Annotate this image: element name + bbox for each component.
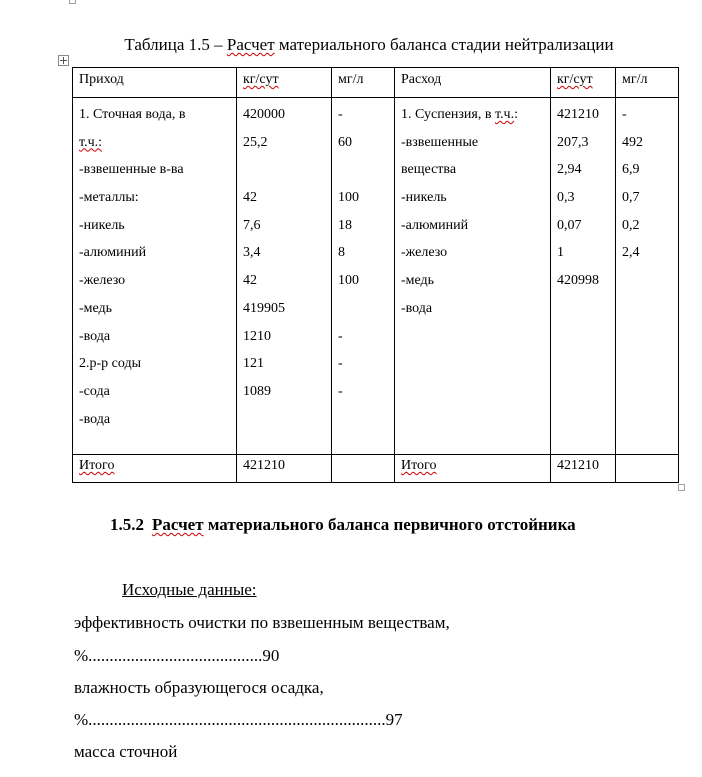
outcome-item (401, 101, 544, 129)
body-line: масса сточной (74, 742, 178, 761)
income-mg-value: 100 (338, 273, 359, 289)
income-kg-value: 121 (243, 356, 264, 372)
income-item: -железо (79, 273, 126, 289)
outcome-item: -медь (401, 273, 435, 289)
income-item: 1. Сточная вода, в (79, 107, 186, 122)
body-line: %.........................................90 (74, 646, 280, 665)
outcome-kg-cell (551, 98, 616, 455)
table-move-handle-icon[interactable] (58, 55, 69, 66)
header-income: Приход (73, 68, 237, 98)
header-outcome-mg: мг/л (616, 68, 679, 98)
income-item: -вода (79, 411, 111, 427)
income-kg-value: 7,6 (243, 217, 261, 233)
outcome-item: -взвешенные (401, 134, 479, 150)
outcome-kg-value: 2,94 (557, 162, 582, 178)
income-kg-value: 420000 (243, 107, 285, 122)
table-body-row (73, 98, 679, 455)
income-mg-value: - (338, 383, 343, 399)
header-outcome-kg (551, 68, 616, 98)
income-kg-value: 419905 (243, 300, 285, 316)
income-item: -никель (79, 217, 125, 233)
income-item (79, 129, 230, 157)
section-heading (110, 515, 576, 535)
income-item: -алюминий (79, 245, 147, 261)
income-item: -сода (79, 383, 110, 399)
section-title-rest: материального баланса первичного отстойника (203, 515, 576, 534)
total-outcome-kg: 421210 (551, 455, 616, 483)
section-title-wavy: Расчет (152, 515, 204, 534)
income-items-cell (73, 98, 237, 455)
total-income-mg (332, 455, 395, 483)
total-income-label: Итого (79, 458, 115, 473)
outcome-item-suffix: : (514, 107, 518, 122)
outcome-mg-value: 2,4 (622, 245, 640, 261)
total-outcome-mg (616, 455, 679, 483)
table-resize-handle[interactable] (678, 484, 685, 491)
income-kg-value: 42 (243, 273, 257, 289)
income-kg-value: 3,4 (243, 245, 261, 261)
outcome-item-prefix: 1. Суспензия, в (401, 107, 495, 122)
header-outcome-kg-text: кг/сут (557, 72, 593, 87)
outcome-mg-value: 6,9 (622, 162, 640, 178)
income-mg-spacer (338, 156, 388, 184)
income-kg-spacer (243, 156, 325, 184)
table-header-row (73, 68, 679, 98)
outcome-kg-value: 0,07 (557, 217, 582, 233)
outcome-item: -вода (401, 300, 433, 316)
top-resize-handle[interactable] (69, 0, 76, 4)
outcome-kg-value: 207,3 (557, 134, 589, 150)
section-number: 1.5.2 (110, 515, 144, 534)
outcome-mg-value: 492 (622, 134, 643, 150)
income-mg-value: 100 (338, 190, 359, 206)
total-outcome-label-cell (395, 455, 551, 483)
income-kg-value: 25,2 (243, 134, 268, 150)
caption-wavy-word: Расчет (226, 35, 275, 54)
outcome-mg-value: - (622, 107, 627, 122)
material-balance-table (72, 67, 679, 483)
income-item: -взвешенные в-ва (79, 162, 184, 178)
caption-rest: материального баланса стадии нейтрализации (274, 35, 614, 54)
outcome-kg-value: 420998 (557, 273, 599, 289)
income-mg-value: 8 (338, 245, 345, 261)
income-mg-value: 18 (338, 217, 352, 233)
outcome-mg-value: 0,7 (622, 190, 640, 206)
outcome-item: -никель (401, 190, 447, 206)
table-caption (0, 35, 702, 55)
income-mg-value: - (338, 356, 343, 372)
income-item: 2.р-р соды (79, 356, 142, 372)
outcome-item: вещества (401, 162, 457, 178)
income-mg-spacer (338, 295, 388, 323)
total-income-kg: 421210 (237, 455, 332, 483)
header-income-kg (237, 68, 332, 98)
header-outcome: Расход (395, 68, 551, 98)
income-mg-value: 60 (338, 134, 352, 150)
body-line: эффективность очистки по взвешенным веществам, (74, 613, 450, 632)
income-kg-value: 1210 (243, 328, 271, 344)
outcome-item-wavy: т.ч. (494, 107, 515, 122)
outcome-item: -алюминий (401, 217, 469, 233)
table-total-row (73, 455, 679, 483)
income-kg-value: 1089 (243, 383, 271, 399)
outcome-mg-value: 0,2 (622, 217, 640, 233)
total-income-label-cell (73, 455, 237, 483)
outcome-items-cell (395, 98, 551, 455)
caption-prefix: Таблица 1.5 – (124, 35, 227, 54)
income-item: -вода (79, 328, 111, 344)
total-outcome-label: Итого (401, 458, 437, 473)
income-mg-value: - (338, 328, 343, 344)
outcome-mg-cell (616, 98, 679, 455)
body-line: влажность образующегося осадка, (74, 678, 324, 697)
income-mg-cell (332, 98, 395, 455)
income-kg-value: 42 (243, 190, 257, 206)
outcome-kg-value: 421210 (557, 107, 599, 122)
body-line: %......................................................................97 (74, 710, 403, 729)
income-item: -медь (79, 300, 113, 316)
header-income-mg: мг/л (332, 68, 395, 98)
initial-data-title: Исходные данные: (122, 580, 257, 599)
income-mg-value: - (338, 107, 343, 122)
income-kg-cell (237, 98, 332, 455)
income-item: -металлы: (79, 190, 139, 206)
outcome-kg-value: 0,3 (557, 190, 575, 206)
outcome-kg-value: 1 (557, 245, 564, 261)
header-income-kg-text: кг/сут (243, 72, 279, 87)
income-item-wavy: т.ч.: (79, 134, 102, 150)
outcome-item: -железо (401, 245, 448, 261)
